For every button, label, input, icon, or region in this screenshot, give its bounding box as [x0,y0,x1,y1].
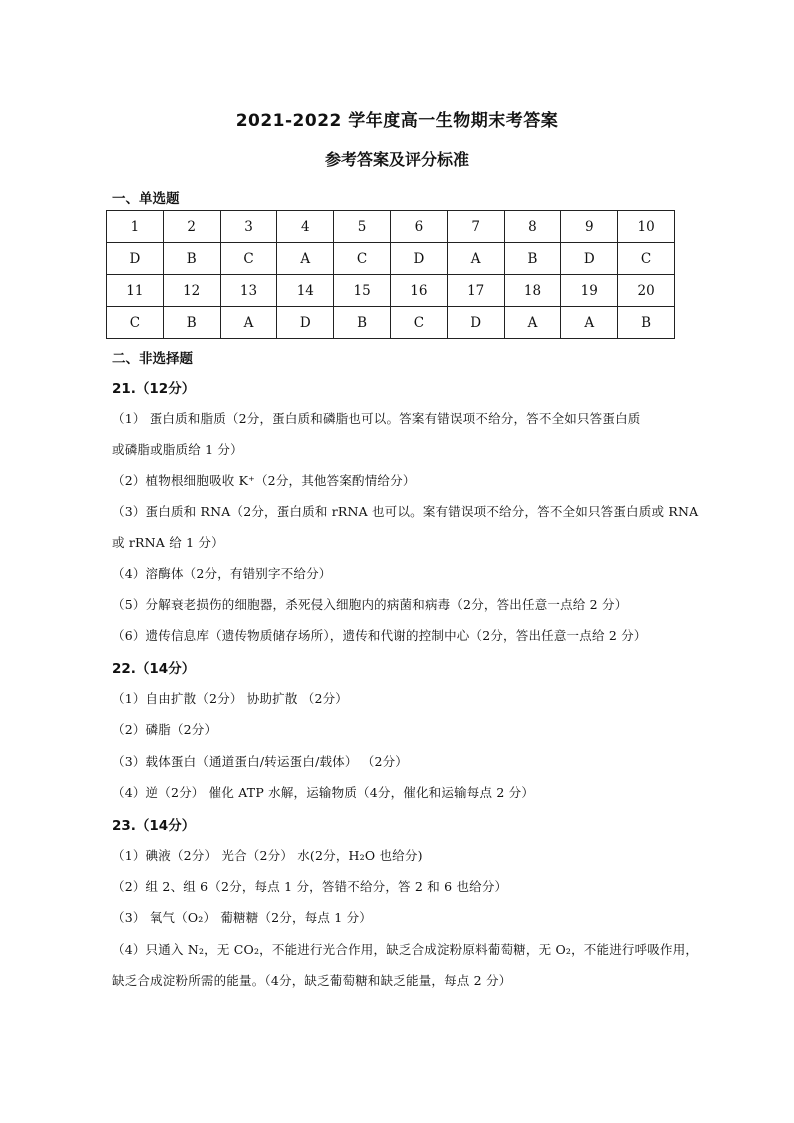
q21-line: （6）遗传信息库（遗传物质储存场所），遗传和代谢的控制中心（2分，答出任意一点给 2 分） [112,628,647,643]
q23-line: （1）碘液（2分） 光合（2分） 水(2分，H₂O 也给分) [112,848,423,863]
question-number-cell: 9 [561,211,618,243]
question-number-cell: 6 [390,211,447,243]
answer-cell: C [618,243,675,275]
answer-cell: C [390,307,447,339]
page-title: 2021-2022 学年度高一生物期末考答案 [235,111,559,131]
question-number-cell: 10 [618,211,675,243]
q21-line: （4）溶酶体（2分，有错别字不给分） [112,566,332,581]
q22-line: （3）载体蛋白（通道蛋白/转运蛋白/载体） （2分） [112,754,409,769]
q21-line: （3）蛋白质和 RNA（2分，蛋白质和 rRNA 也可以。案有错误项不给分，答不全如只答蛋白质或 RNA [112,504,699,519]
question-21-heading: 21.（12分） [112,381,196,397]
question-number-cell: 5 [334,211,391,243]
answer-cell: C [220,243,277,275]
answer-cell: A [561,307,618,339]
question-number-cell: 7 [447,211,504,243]
question-number-cell: 19 [561,275,618,307]
question-number-cell: 3 [220,211,277,243]
q23-line: （4）只通入 N₂，无 CO₂，不能进行光合作用，缺乏合成淀粉原料葡萄糖，无 O₂，不能进行呼吸作用， [112,942,699,957]
question-number-row [107,275,675,307]
answer-row [107,307,675,339]
question-number-cell: 4 [277,211,334,243]
q22-line: （2）磷脂（2分） [112,722,218,737]
q23-line: （3） 氧气（O₂） 葡糖糖（2分，每点 1 分） [112,910,373,925]
q21-line: 或磷脂或脂质给 1 分） [112,442,243,457]
page-subtitle: 参考答案及评分标准 [324,150,469,169]
answer-cell: A [504,307,561,339]
answer-cell: C [334,243,391,275]
answer-cell: B [163,243,220,275]
question-number-cell: 16 [390,275,447,307]
question-number-cell: 12 [163,275,220,307]
q21-line: （2）植物根细胞吸收 K⁺（2分，其他答案酌情给分） [112,473,416,488]
q23-line: （2）组 2、组 6（2分，每点 1 分，答错不给分，答 2 和 6 也给分） [112,879,508,894]
section-heading-non-choice: 二、非选择题 [112,351,193,367]
answer-cell: D [390,243,447,275]
answer-cell: D [277,307,334,339]
answer-cell: B [334,307,391,339]
question-number-cell: 8 [504,211,561,243]
q21-line: 或 rRNA 给 1 分） [112,535,224,550]
question-number-cell: 15 [334,275,391,307]
answer-row [107,243,675,275]
question-number-cell: 13 [220,275,277,307]
question-number-cell: 18 [504,275,561,307]
answer-cell: B [618,307,675,339]
question-22-heading: 22.（14分） [112,661,196,677]
question-number-cell: 20 [618,275,675,307]
question-number-cell: 1 [107,211,164,243]
q21-line: （5）分解衰老损伤的细胞器，杀死侵入细胞内的病菌和病毒（2分，答出任意一点给 2 分） [112,597,628,612]
question-number-row [107,211,675,243]
answer-cell: D [107,243,164,275]
answer-cell: B [163,307,220,339]
question-number-cell: 17 [447,275,504,307]
answer-cell: A [447,243,504,275]
q22-line: （1）自由扩散（2分） 协助扩散 （2分） [112,691,349,706]
section-heading-single-choice: 一、单选题 [112,191,180,207]
answer-table [106,210,675,339]
answer-cell: B [504,243,561,275]
question-number-cell: 14 [277,275,334,307]
question-23-heading: 23.（14分） [112,818,196,834]
question-number-cell: 11 [107,275,164,307]
answer-cell: C [107,307,164,339]
answer-cell: D [561,243,618,275]
q22-line: （4）逆（2分） 催化 ATP 水解，运输物质（4分，催化和运输每点 2 分） [112,785,535,800]
q21-line: （1） 蛋白质和脂质（2分，蛋白质和磷脂也可以。答案有错误项不给分，答不全如只答蛋白质 [112,411,641,426]
answer-cell: D [447,307,504,339]
q23-line: 缺乏合成淀粉所需的能量。（4分，缺乏葡萄糖和缺乏能量，每点 2 分） [112,973,512,988]
question-number-cell: 2 [163,211,220,243]
answer-cell: A [220,307,277,339]
answer-cell: A [277,243,334,275]
